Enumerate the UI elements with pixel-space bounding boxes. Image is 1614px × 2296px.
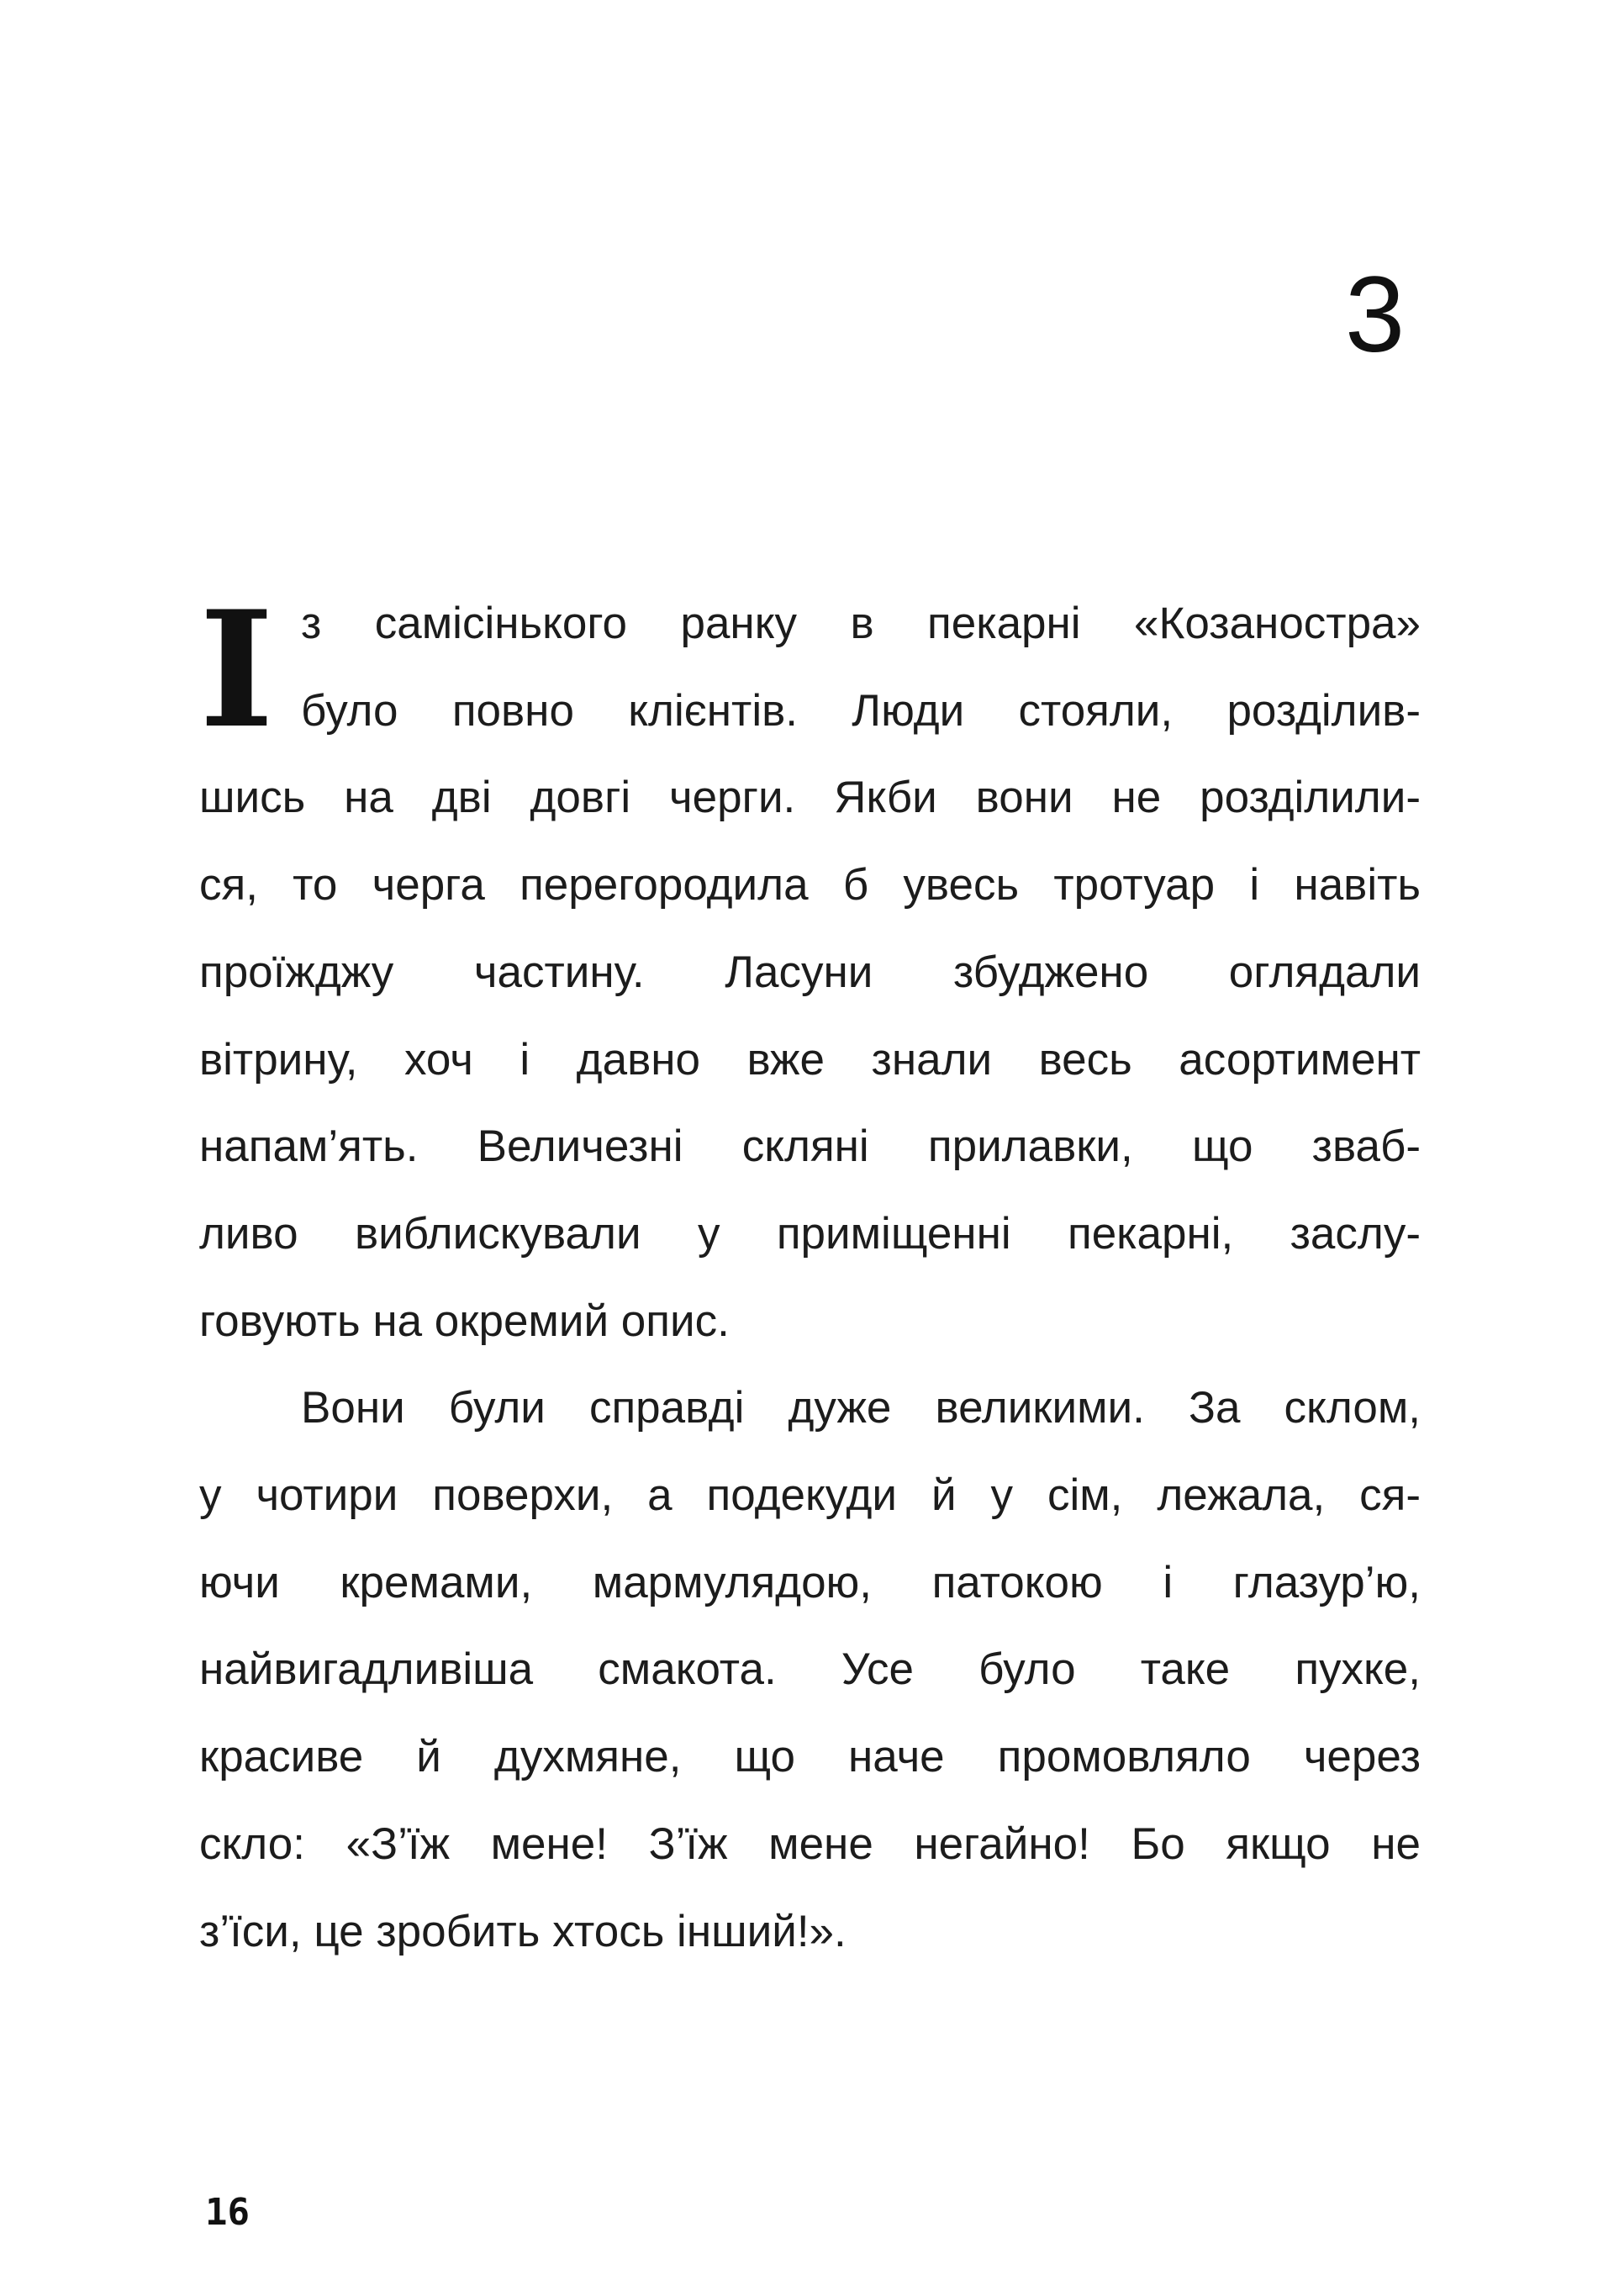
text-line: скло: «З’їж мене! З’їж мене негайно! Бо якщо не bbox=[199, 1818, 1421, 1869]
text-line: ючи кремами, мармулядою, патокою і глазур’ю, bbox=[199, 1557, 1421, 1607]
drop-cap: І bbox=[199, 576, 274, 763]
text-line: Вони були справді дуже великими. За склом, bbox=[301, 1383, 1421, 1433]
text-line: проїжджу частину. Ласуни збуджено оглядали bbox=[199, 947, 1421, 997]
text-line: ся, то черга перегородила б увесь тротуар і навіть bbox=[199, 860, 1421, 910]
body-text bbox=[199, 576, 1421, 1975]
text-line: найвигадливіша смакота. Усе було таке пухке, bbox=[199, 1644, 1421, 1695]
text-line: напам’ять. Величезні скляні прилавки, що зваб- bbox=[199, 1122, 1421, 1172]
text-line: було повно клієнтів. Люди стояли, розділив- bbox=[301, 685, 1421, 736]
text-line: з’їси, це зробить хтось інший!». bbox=[199, 1906, 847, 1956]
chapter-number: 3 bbox=[1345, 255, 1406, 375]
text-line: говують на окремий опис. bbox=[199, 1296, 730, 1346]
text-line: у чотири поверхи, а подекуди й у сім, лежала, ся- bbox=[199, 1470, 1421, 1521]
text-line: ливо виблискували у приміщенні пекарні, заслу- bbox=[199, 1208, 1421, 1259]
text-line: красиве й духмяне, що наче промовляло через bbox=[199, 1732, 1421, 1782]
text-line: шись на дві довгі черги. Якби вони не розділили- bbox=[199, 773, 1421, 823]
text-line: вітрину, хоч і давно вже знали весь асортимент bbox=[199, 1034, 1421, 1085]
page-number: 16 bbox=[205, 2191, 250, 2234]
text-line: з самісінького ранку в пекарні «Козаностра» bbox=[301, 599, 1421, 648]
